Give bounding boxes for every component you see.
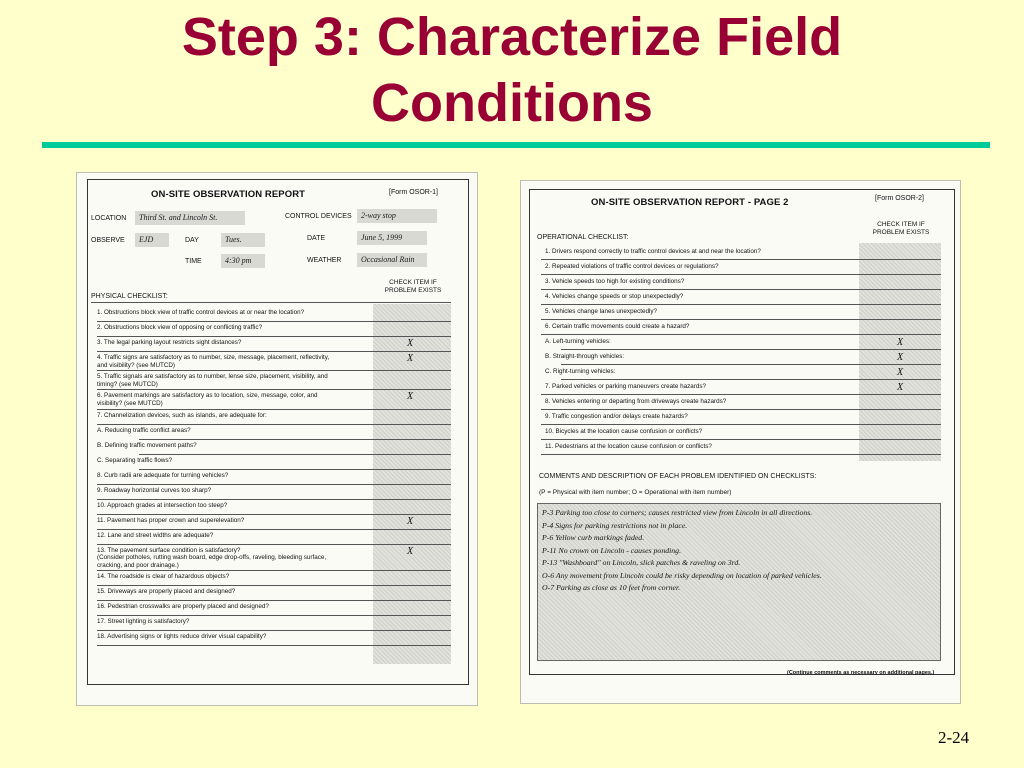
- check-mark: X: [407, 515, 414, 527]
- slide-title-line1: Step 3: Characterize Field: [181, 7, 843, 67]
- slide-title: [0, 4, 1024, 136]
- row-divider: [97, 529, 451, 530]
- row-divider: [541, 289, 941, 290]
- checklist-item-text: (Consider potholes, rutting wash board, edge drop-offs, raveling, bleeding surface,: [97, 554, 327, 562]
- weather-value: Occasional Rain: [361, 255, 415, 264]
- row-divider: [97, 389, 451, 390]
- checklist-item-text: 11. Pavement has proper crown and superelevation?: [97, 516, 245, 524]
- checklist-item-text: 13. The pavement surface condition is satisfactory?: [97, 546, 241, 554]
- row-divider: [97, 630, 451, 631]
- row-divider: [541, 304, 941, 305]
- checklist-item-text: 5. Vehicles change lanes unexpectedly?: [545, 308, 658, 315]
- checklist-item-text: 16. Pedestrian crosswalks are properly placed and designed?: [97, 603, 269, 611]
- form-id: [Form OSOR-2]: [875, 195, 925, 202]
- row-divider: [541, 394, 941, 395]
- comment-line: O-6 Any movement from Lincoln could be risky depending on location of parked vehicles.: [542, 570, 822, 580]
- row-divider: [97, 351, 451, 352]
- comment-line: P-11 No crown on Lincoln - causes ponding.: [542, 545, 682, 555]
- form-title: ON-SITE OBSERVATION REPORT: [151, 189, 306, 200]
- checklist-item-text: 9. Traffic congestion and/or delays create hazards?: [545, 413, 688, 420]
- row-divider: [97, 570, 451, 571]
- comment-line: P-6 Yellow curb markings faded.: [542, 533, 645, 542]
- check-mark: X: [407, 545, 414, 557]
- time-label: TIME: [185, 258, 202, 265]
- row-divider: [97, 370, 451, 371]
- checklist-item-text: 7. Channelization devices, such as islands, are adequate for:: [97, 411, 267, 419]
- checklist-item-text: 18. Advertising signs or lights reduce driver visual capability?: [97, 633, 267, 641]
- row-divider: [139, 469, 451, 470]
- checklist-item-text: 4. Traffic signs are satisfactory as to number, size, message, placement, reflectivity,: [97, 354, 330, 361]
- checklist-item-text: 10. Approach grades at intersection too steep?: [97, 501, 228, 509]
- check-column-header: CHECK ITEM IF PROBLEM EXISTS: [872, 221, 930, 236]
- row-divider: [97, 645, 451, 646]
- checklist-item-text: 2. Repeated violations of traffic control devices or regulations?: [545, 263, 719, 270]
- comment-line: P-3 Parking too close to corners; causes restricted view from Lincoln in all directions.: [542, 508, 813, 517]
- checklist-item-text: B. Defining traffic movement paths?: [97, 441, 197, 449]
- checklist-item-text: 1. Obstructions block view of traffic control devices at or near the location?: [97, 309, 305, 316]
- control-devices-value: 2-way stop: [361, 211, 396, 220]
- weather-label: WEATHER: [307, 257, 342, 264]
- day-label: DAY: [185, 237, 199, 244]
- check-mark: X: [407, 338, 414, 349]
- checklist-item-text: 3. Vehicle speeds too high for existing conditions?: [545, 278, 685, 285]
- location-label: LOCATION: [91, 215, 127, 222]
- comments-legend: (P = Physical with item number; O = Operational with item number): [539, 489, 732, 496]
- checklist-item-text: 8. Vehicles entering or departing from driveways create hazards?: [545, 398, 727, 405]
- time-value: 4:30 pm: [225, 256, 252, 265]
- row-divider: [97, 336, 451, 337]
- check-mark: X: [897, 382, 904, 393]
- row-divider: [97, 600, 451, 601]
- form-title: ON-SITE OBSERVATION REPORT - PAGE 2: [591, 197, 789, 208]
- physical-checklist-heading: PHYSICAL CHECKLIST:: [91, 293, 168, 300]
- checklist-item-text: 14. The roadside is clear of hazardous objects?: [97, 573, 230, 581]
- row-divider: [97, 514, 451, 515]
- form-osor-2-scan: [520, 180, 961, 704]
- date-value: June 5, 1999: [361, 233, 403, 242]
- checklist-item-text: 6. Certain traffic movements could create a hazard?: [545, 323, 690, 330]
- form-id: [Form OSOR-1]: [389, 189, 439, 196]
- checklist-item-text: B. Straight-through vehicles:: [545, 353, 625, 360]
- checklist-item-text: 15. Driveways are properly placed and designed?: [97, 588, 236, 596]
- checklist-item-text: and visibility? (see MUTCD): [97, 361, 176, 369]
- row-divider: [541, 424, 941, 425]
- row-divider: [97, 484, 451, 485]
- row-divider: [561, 379, 941, 380]
- check-mark: X: [897, 367, 904, 378]
- slide-number: 2-24: [938, 728, 970, 747]
- day-value: Tues.: [225, 235, 242, 244]
- location-value: Third St. and Lincoln St.: [139, 213, 218, 222]
- row-divider: [97, 585, 451, 586]
- row-divider: [541, 319, 941, 320]
- row-divider: [541, 409, 941, 410]
- check-column-header: CHECK ITEM IF PROBLEM EXISTS: [384, 279, 442, 294]
- row-divider: [97, 409, 451, 410]
- slide-title-line2: Conditions: [371, 73, 653, 133]
- checklist-item-text: 2. Obstructions block view of opposing or conflicting traffic?: [97, 324, 263, 331]
- checklist-item-text: 1. Drivers respond correctly to traffic control devices at and near the location?: [545, 248, 761, 255]
- control-devices-label: CONTROL DEVICES: [285, 213, 352, 220]
- row-divider: [97, 499, 451, 500]
- checklist-item-text: 17. Street lighting is satisfactory?: [97, 618, 190, 626]
- row-divider: [541, 454, 941, 455]
- checklist-item-text: A. Reducing traffic conflict areas?: [97, 426, 191, 434]
- row-divider: [541, 259, 941, 260]
- checklist-item-text: C. Right-turning vehicles:: [545, 368, 616, 375]
- row-divider: [139, 439, 451, 440]
- observer-value: EJD: [139, 235, 154, 244]
- checklist-item-text: 9. Roadway horizontal curves too sharp?: [97, 486, 212, 494]
- checklist-item-text: 4. Vehicles change speeds or stop unexpectedly?: [545, 293, 684, 300]
- row-divider: [97, 321, 451, 322]
- row-divider: [97, 544, 451, 545]
- row-divider: [541, 274, 941, 275]
- date-label: DATE: [307, 235, 326, 242]
- check-mark: X: [407, 391, 414, 403]
- checklist-item-text: 6. Pavement markings are satisfactory as to location, size, message, color, and: [97, 392, 318, 400]
- checklist-item-text: 7. Parked vehicles or parking maneuvers create hazards?: [545, 383, 707, 390]
- form-osor-1-scan: [76, 172, 478, 706]
- continue-note: (Continue comments as necessary on additional pages.): [787, 670, 935, 676]
- row-divider: [139, 454, 451, 455]
- comment-line: P-13 "Washboard" on Lincoln, slick patches & raveling on 3rd.: [542, 558, 741, 567]
- row-divider: [541, 439, 941, 440]
- check-mark: X: [407, 353, 414, 364]
- checklist-item-text: 12. Lane and street widths are adequate?: [97, 531, 214, 539]
- comments-box: [537, 503, 941, 661]
- checklist-item-text: 8. Curb radii are adequate for turning vehicles?: [97, 471, 229, 479]
- row-divider: [97, 615, 451, 616]
- checklist-item-text: 11. Pedestrians at the location cause confusion or conflicts?: [545, 443, 712, 450]
- operational-checklist-heading: OPERATIONAL CHECKLIST:: [537, 234, 629, 241]
- row-divider: [561, 349, 941, 350]
- checklist-item-text: timing? (see MUTCD): [97, 380, 158, 388]
- checklist-item-text: visibility? (see MUTCD): [97, 400, 163, 407]
- checklist-item-text: A. Left-turning vehicles:: [545, 338, 611, 345]
- checklist-item-text: 3. The legal parking layout restricts sight distances?: [97, 339, 242, 346]
- comment-line: O-7 Parking as close as 10 feet from corner.: [542, 583, 681, 592]
- title-divider: [42, 142, 990, 148]
- checklist-item-text: 10. Bicycles at the location cause confusion or conflicts?: [545, 428, 703, 435]
- row-divider: [97, 424, 451, 425]
- checklist-item-text: C. Separating traffic flows?: [97, 456, 173, 464]
- check-mark: X: [897, 352, 904, 363]
- comments-heading: COMMENTS AND DESCRIPTION OF EACH PROBLEM IDENTIFIED ON CHECKLISTS:: [539, 473, 817, 480]
- observer-label: OBSERVE: [91, 237, 125, 244]
- comment-line: P-4 Signs for parking restrictions not in place.: [542, 520, 688, 530]
- checklist-item-text: 5. Traffic signals are satisfactory as to number, lense size, placement, visibility, and: [97, 373, 328, 381]
- row-divider: [561, 364, 941, 365]
- row-divider: [541, 334, 941, 335]
- checklist-item-text: cracking, and poor drainage.): [97, 561, 179, 569]
- check-mark: X: [897, 337, 904, 348]
